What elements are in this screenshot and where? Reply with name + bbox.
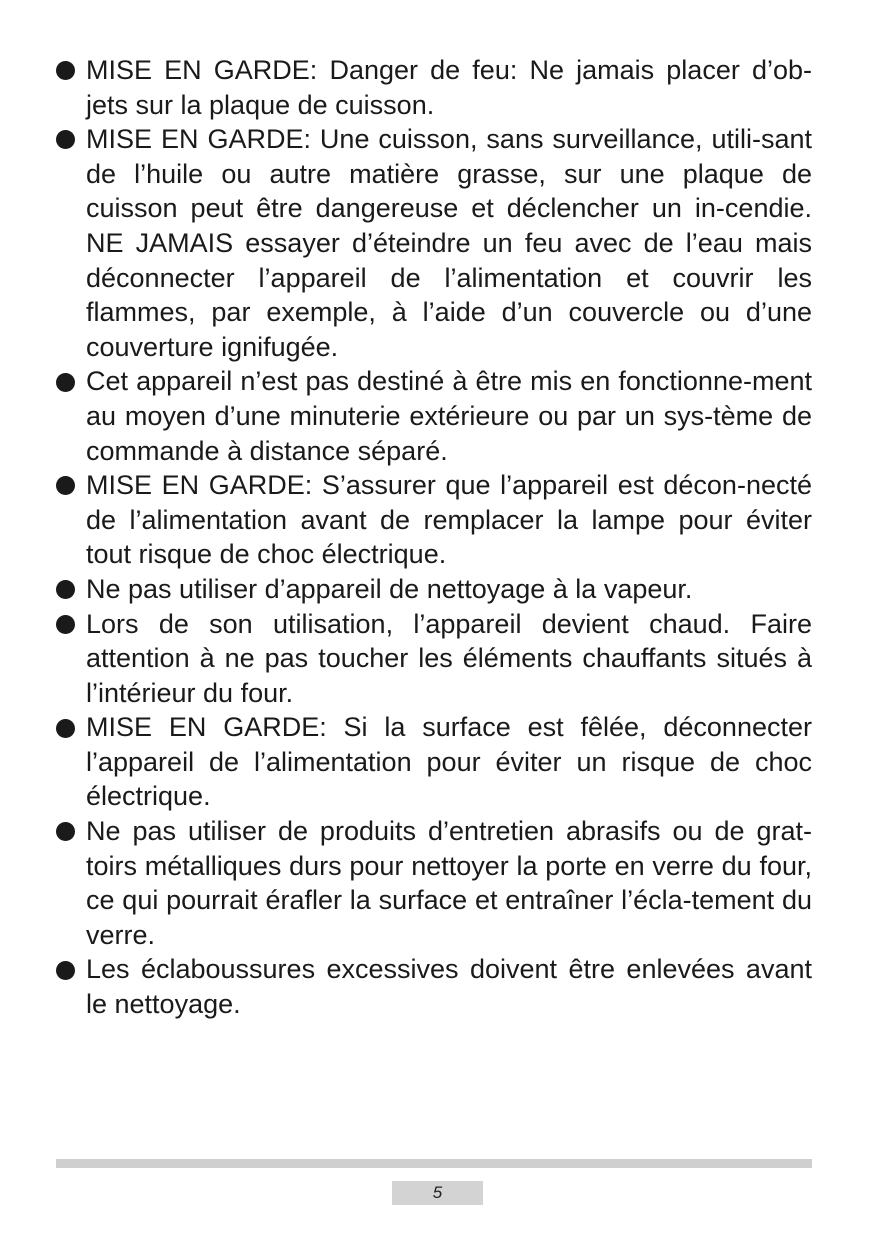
list-item [56, 952, 812, 1021]
list-item [56, 53, 812, 122]
bullet-icon [56, 364, 86, 399]
bullet-icon [56, 952, 86, 987]
list-item-text: Les éclaboussures excessives doivent être enlevées avant le nettoyage. [86, 954, 812, 1020]
page-number: 5 [392, 1181, 483, 1205]
list-item-text: MISE EN GARDE: Une cuisson, sans surveillance, utili-sant de l’huile ou autre matière grasse, sur une plaque de cuisson peut être dangereuse et déclencher un in-cendie. NE JAMAIS essayer d’éteindre un feu avec de l’eau mais déconnecter l’appareil de l’alimentation et couvrir les flammes, par exemple, à l’aide d’un couvercle ou d’une couverture ignifugée. [86, 124, 812, 362]
list-item-text: MISE EN GARDE: Danger de feu: Ne jamais placer d’ob-jets sur la plaque de cuisson. [86, 55, 812, 120]
bullet-icon [56, 53, 86, 88]
list-item [56, 468, 812, 572]
bullet-icon [56, 468, 86, 503]
bullet-icon [56, 122, 86, 157]
list-item-text: Lors de son utilisation, l’appareil devient chaud. Faire attention à ne pas toucher les éléments chauffants situés à l’intérieur du four. [86, 608, 812, 708]
list-item-text: Ne pas utiliser d’appareil de nettoyage à la vapeur. [86, 573, 693, 604]
bullet-icon [56, 814, 86, 849]
list-item [56, 572, 812, 607]
bullet-list [56, 53, 812, 1022]
bullet-icon [56, 607, 86, 642]
list-item [56, 607, 812, 711]
list-item-text: Ne pas utiliser de produits d’entretien abrasifs ou de grat-toirs métalliques durs pour nettoyer la porte en verre du four, ce qui pourrait érafler la surface et entraîner l’écla-tement du verre. [86, 816, 812, 950]
list-item [56, 710, 812, 814]
list-item-text: MISE EN GARDE: Si la surface est fêlée, déconnecter l’appareil de l’alimentation pour éviter un risque de choc électrique. [86, 712, 812, 812]
list-item-text: MISE EN GARDE: S’assurer que l’appareil est décon-necté de l’alimentation avant de remplacer la lampe pour éviter tout risque de choc électrique. [86, 470, 812, 570]
bullet-icon [56, 572, 86, 607]
bullet-icon [56, 710, 86, 745]
safety-instructions [56, 53, 812, 1022]
list-item-text: Cet appareil n’est pas destiné à être mis en fonctionne-ment au moyen d’une minuterie extérieure ou par un sys-tème de commande à distance séparé. [86, 366, 812, 466]
footer-divider [56, 1159, 812, 1168]
list-item [56, 364, 812, 468]
list-item [56, 814, 812, 952]
list-item [56, 122, 812, 364]
